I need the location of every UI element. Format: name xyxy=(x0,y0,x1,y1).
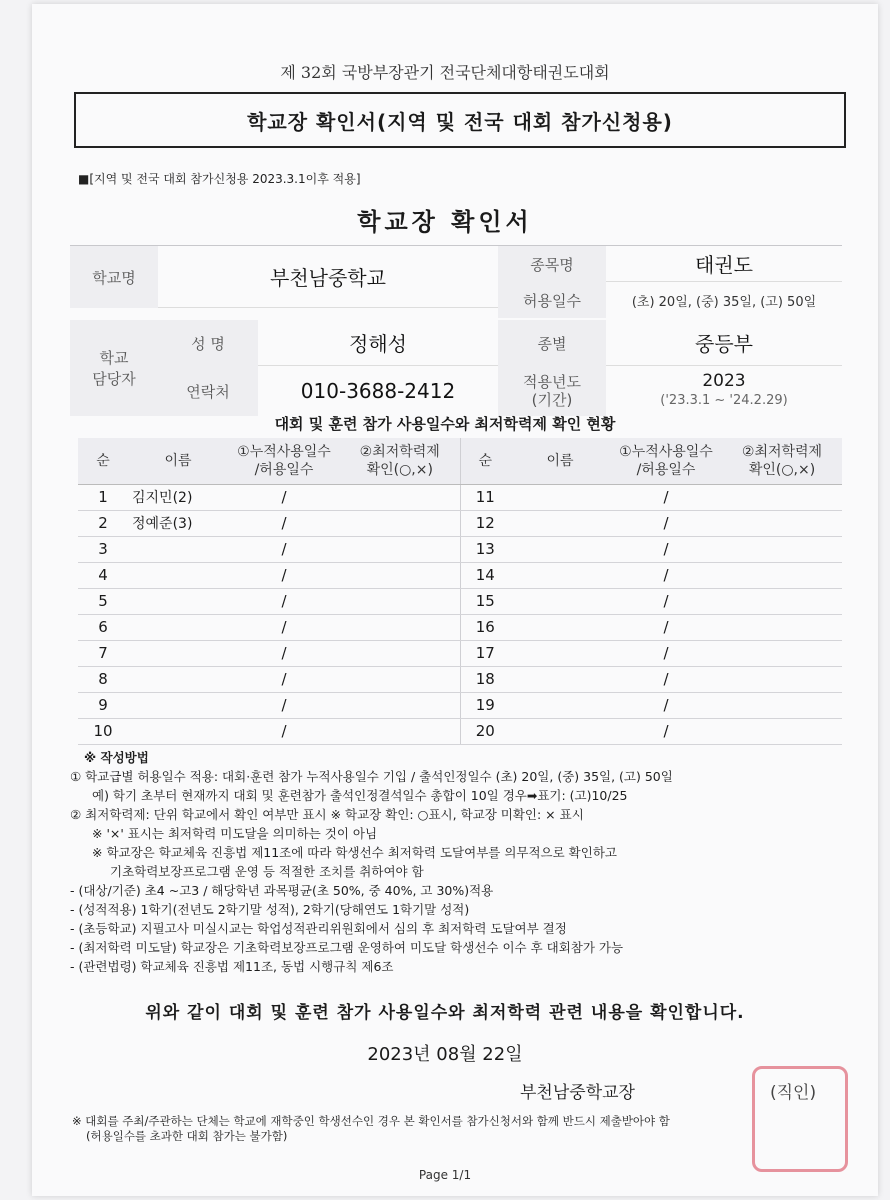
days-used: / xyxy=(228,718,340,744)
row-number: 10 xyxy=(78,718,128,744)
row-number: 4 xyxy=(78,562,128,588)
instruction-line: ① 학교급별 허용일수 적용: 대회·훈련 참가 누적사용일수 기입 / 출석인정일수 (초) 20일, (중) 35일, (고) 50일 xyxy=(70,769,673,784)
days-used: / xyxy=(610,692,722,718)
days-used: / xyxy=(228,510,340,536)
days-used: / xyxy=(610,536,722,562)
min-check xyxy=(340,484,460,510)
min-check xyxy=(722,484,842,510)
min-check xyxy=(340,562,460,588)
sport-value: 태권도 xyxy=(606,246,842,282)
min-check xyxy=(722,536,842,562)
instruction-line: - (성적적용) 1학기(전년도 2학기말 성적), 2학기(당해연도 1학기말 성적) xyxy=(70,902,470,917)
table-subtitle: 대회 및 훈련 참가 사용일수와 최저학력제 확인 현황 xyxy=(274,415,616,433)
instructions-heading: ※ 작성방법 xyxy=(84,750,149,765)
header-no-right: 순 xyxy=(460,438,510,484)
student-name xyxy=(510,510,610,536)
row-number: 8 xyxy=(78,666,128,692)
min-check xyxy=(722,640,842,666)
footnote xyxy=(72,1114,852,1144)
manager-label-line2: 담당자 xyxy=(92,370,136,388)
header-min-line2: 확인(○,×) xyxy=(366,461,433,478)
info-section xyxy=(70,245,842,409)
year-label-line1: 적용년도 xyxy=(523,373,581,391)
sport-label: 종목명 xyxy=(498,246,606,282)
min-check xyxy=(340,614,460,640)
instruction-line: - (최저학력 미도달) 학교장은 기초학력보장프로그램 운영하여 미도달 학생선수 이수 후 대회참가 가능 xyxy=(70,940,624,955)
student-name xyxy=(510,640,610,666)
row-number: 7 xyxy=(78,640,128,666)
footnote-line-2: (허용일수를 초과한 대회 참가는 불가함) xyxy=(86,1129,288,1143)
min-check xyxy=(340,536,460,562)
days-used: / xyxy=(228,614,340,640)
instruction-line: ※ '×' 표시는 최저학력 미도달을 의미하는 것이 아님 xyxy=(92,826,378,841)
min-check xyxy=(722,692,842,718)
days-used: / xyxy=(610,484,722,510)
student-name xyxy=(128,536,228,562)
row-number: 3 xyxy=(78,536,128,562)
row-number: 11 xyxy=(460,484,510,510)
document-title: 학교장 확인서 xyxy=(357,208,533,236)
form-note: ■[지역 및 전국 대회 참가신청용 2023.3.1이후 적용] xyxy=(78,172,361,186)
min-check xyxy=(722,588,842,614)
year-label-line2: (기간) xyxy=(531,391,573,409)
seal-label: (직인) xyxy=(770,1083,817,1103)
issue-date: 2023년 08월 22일 xyxy=(367,1044,523,1065)
min-check xyxy=(722,510,842,536)
allowed-days-value: (초) 20일, (중) 35일, (고) 50일 xyxy=(631,294,817,310)
table-row xyxy=(78,614,842,640)
header-days xyxy=(228,438,340,484)
min-check xyxy=(340,666,460,692)
student-name xyxy=(128,562,228,588)
student-name xyxy=(128,640,228,666)
student-name xyxy=(128,692,228,718)
days-used: / xyxy=(228,692,340,718)
instruction-line: ※ 학교장은 학교체육 진흥법 제11조에 따라 학생선수 최저학력 도달여부를 의무적으로 확인하고 xyxy=(92,845,617,860)
row-number: 5 xyxy=(78,588,128,614)
header-days-line1: ①누적사용일수 xyxy=(237,443,331,460)
header-min-right-line1: ②최저학력제 xyxy=(741,443,823,460)
days-used: / xyxy=(610,510,722,536)
table-row xyxy=(78,640,842,666)
student-name xyxy=(510,692,610,718)
min-check xyxy=(722,718,842,744)
header-name: 이름 xyxy=(128,438,228,484)
days-used: / xyxy=(610,614,722,640)
writing-instructions xyxy=(70,748,850,976)
row-number: 2 xyxy=(78,510,128,536)
header-min xyxy=(340,438,460,484)
student-name: 정예준(3) xyxy=(128,510,228,536)
row-number: 16 xyxy=(460,614,510,640)
division-label: 종별 xyxy=(498,320,606,366)
row-number: 6 xyxy=(78,614,128,640)
footnote-line-1: ※ 대회를 주최/주관하는 단체는 학교에 재학중인 학생선수인 경우 본 확인서를 참가신청서와 함께 반드시 제출받아야 함 xyxy=(72,1114,670,1128)
days-used: / xyxy=(228,484,340,510)
header-min-line1: ②최저학력제 xyxy=(359,443,440,460)
instruction-line: 기초학력보장프로그램 운영 등 적절한 조치를 취하여야 함 xyxy=(110,864,424,879)
row-number: 13 xyxy=(460,536,510,562)
contact-value: 010-3688-2412 xyxy=(300,379,456,403)
days-used: / xyxy=(228,666,340,692)
min-check xyxy=(340,718,460,744)
year-value: 2023 xyxy=(702,371,746,391)
year-period: ('23.3.1 ~ '24.2.29) xyxy=(660,393,788,408)
school-label: 학교명 xyxy=(70,246,158,308)
student-name xyxy=(128,718,228,744)
manager-label-line1: 학교 xyxy=(99,349,129,367)
table-row xyxy=(78,588,842,614)
event-title: 제 32회 국방부장관기 전국단체대항태권도대회 xyxy=(280,63,610,82)
row-number: 18 xyxy=(460,666,510,692)
student-name xyxy=(128,614,228,640)
table-row xyxy=(78,484,842,510)
row-number: 12 xyxy=(460,510,510,536)
student-name xyxy=(128,666,228,692)
instruction-line: - (관련법령) 학교체육 진흥법 제11조, 동법 시행규칙 제6조 xyxy=(70,959,394,974)
min-check xyxy=(722,614,842,640)
days-used: / xyxy=(610,562,722,588)
min-check xyxy=(722,666,842,692)
header-min-right xyxy=(722,438,842,484)
days-used: / xyxy=(228,536,340,562)
student-name xyxy=(510,666,610,692)
contact-label: 연락처 xyxy=(158,366,258,416)
days-used: / xyxy=(228,640,340,666)
min-check xyxy=(340,588,460,614)
header-min-right-line2: 확인(○,×) xyxy=(748,461,816,478)
year-value-cell xyxy=(606,366,842,416)
row-number: 17 xyxy=(460,640,510,666)
instruction-line: - (초등학교) 지필고사 미실시교는 학업성적관리위원회에서 심의 후 최저학력 도달여부 결정 xyxy=(70,921,567,936)
principal-title: 부천남중학교장 xyxy=(520,1083,635,1103)
instruction-line: ② 최저학력제: 단위 학교에서 확인 여부만 표시 ※ 학교장 확인: ○표시, 학교장 미확인: × 표시 xyxy=(70,807,584,822)
days-used: / xyxy=(610,666,722,692)
table-row xyxy=(78,666,842,692)
row-number: 20 xyxy=(460,718,510,744)
table-row xyxy=(78,562,842,588)
header-days-right xyxy=(610,438,722,484)
row-number: 9 xyxy=(78,692,128,718)
header-name-right: 이름 xyxy=(510,438,610,484)
header-days-line2: /허용일수 xyxy=(254,461,314,478)
student-name xyxy=(510,484,610,510)
instruction-line: 예) 학기 초부터 현재까지 대회 및 훈련참가 출석인정결석일수 총합이 10일 경우➡표기: (고)10/25 xyxy=(92,788,628,803)
year-label xyxy=(498,366,606,416)
days-used: / xyxy=(228,588,340,614)
school-value: 부천남중학교 xyxy=(158,246,498,308)
table-row xyxy=(78,510,842,536)
days-used: / xyxy=(228,562,340,588)
manager-label xyxy=(70,320,158,416)
row-number: 1 xyxy=(78,484,128,510)
allowed-days-label: 허용일수 xyxy=(498,282,606,318)
students-table xyxy=(78,438,842,745)
student-name xyxy=(510,536,610,562)
name-value: 정해성 xyxy=(258,320,498,366)
student-name xyxy=(510,614,610,640)
table-row xyxy=(78,536,842,562)
table-row xyxy=(78,692,842,718)
table-header-row xyxy=(78,438,842,484)
student-name xyxy=(128,588,228,614)
header-days-right-line2: /허용일수 xyxy=(636,461,696,478)
page-number: Page 1/1 xyxy=(418,1168,472,1182)
row-number: 15 xyxy=(460,588,510,614)
confirmation-statement: 위와 같이 대회 및 훈련 참가 사용일수와 최저학력 관련 내용을 확인합니다. xyxy=(145,1003,745,1023)
min-check xyxy=(340,510,460,536)
division-value: 중등부 xyxy=(606,320,842,366)
student-name xyxy=(510,562,610,588)
row-number: 14 xyxy=(460,562,510,588)
min-check xyxy=(340,692,460,718)
student-name: 김지민(2) xyxy=(128,484,228,510)
row-number: 19 xyxy=(460,692,510,718)
box-title: 학교장 확인서(지역 및 전국 대회 참가신청용) xyxy=(74,92,846,148)
student-name xyxy=(510,588,610,614)
table-row xyxy=(78,718,842,744)
days-used: / xyxy=(610,588,722,614)
instruction-line: - (대상/기준) 초4 ~고3 / 해당학년 과목평균(초 50%, 중 40%, 고 30%)적용 xyxy=(70,883,494,898)
header-days-right-line1: ①누적사용일수 xyxy=(619,443,713,460)
days-used: / xyxy=(610,640,722,666)
student-name xyxy=(510,718,610,744)
header-no: 순 xyxy=(78,438,128,484)
days-used: / xyxy=(610,718,722,744)
min-check xyxy=(340,640,460,666)
name-label: 성 명 xyxy=(158,320,258,366)
min-check xyxy=(722,562,842,588)
